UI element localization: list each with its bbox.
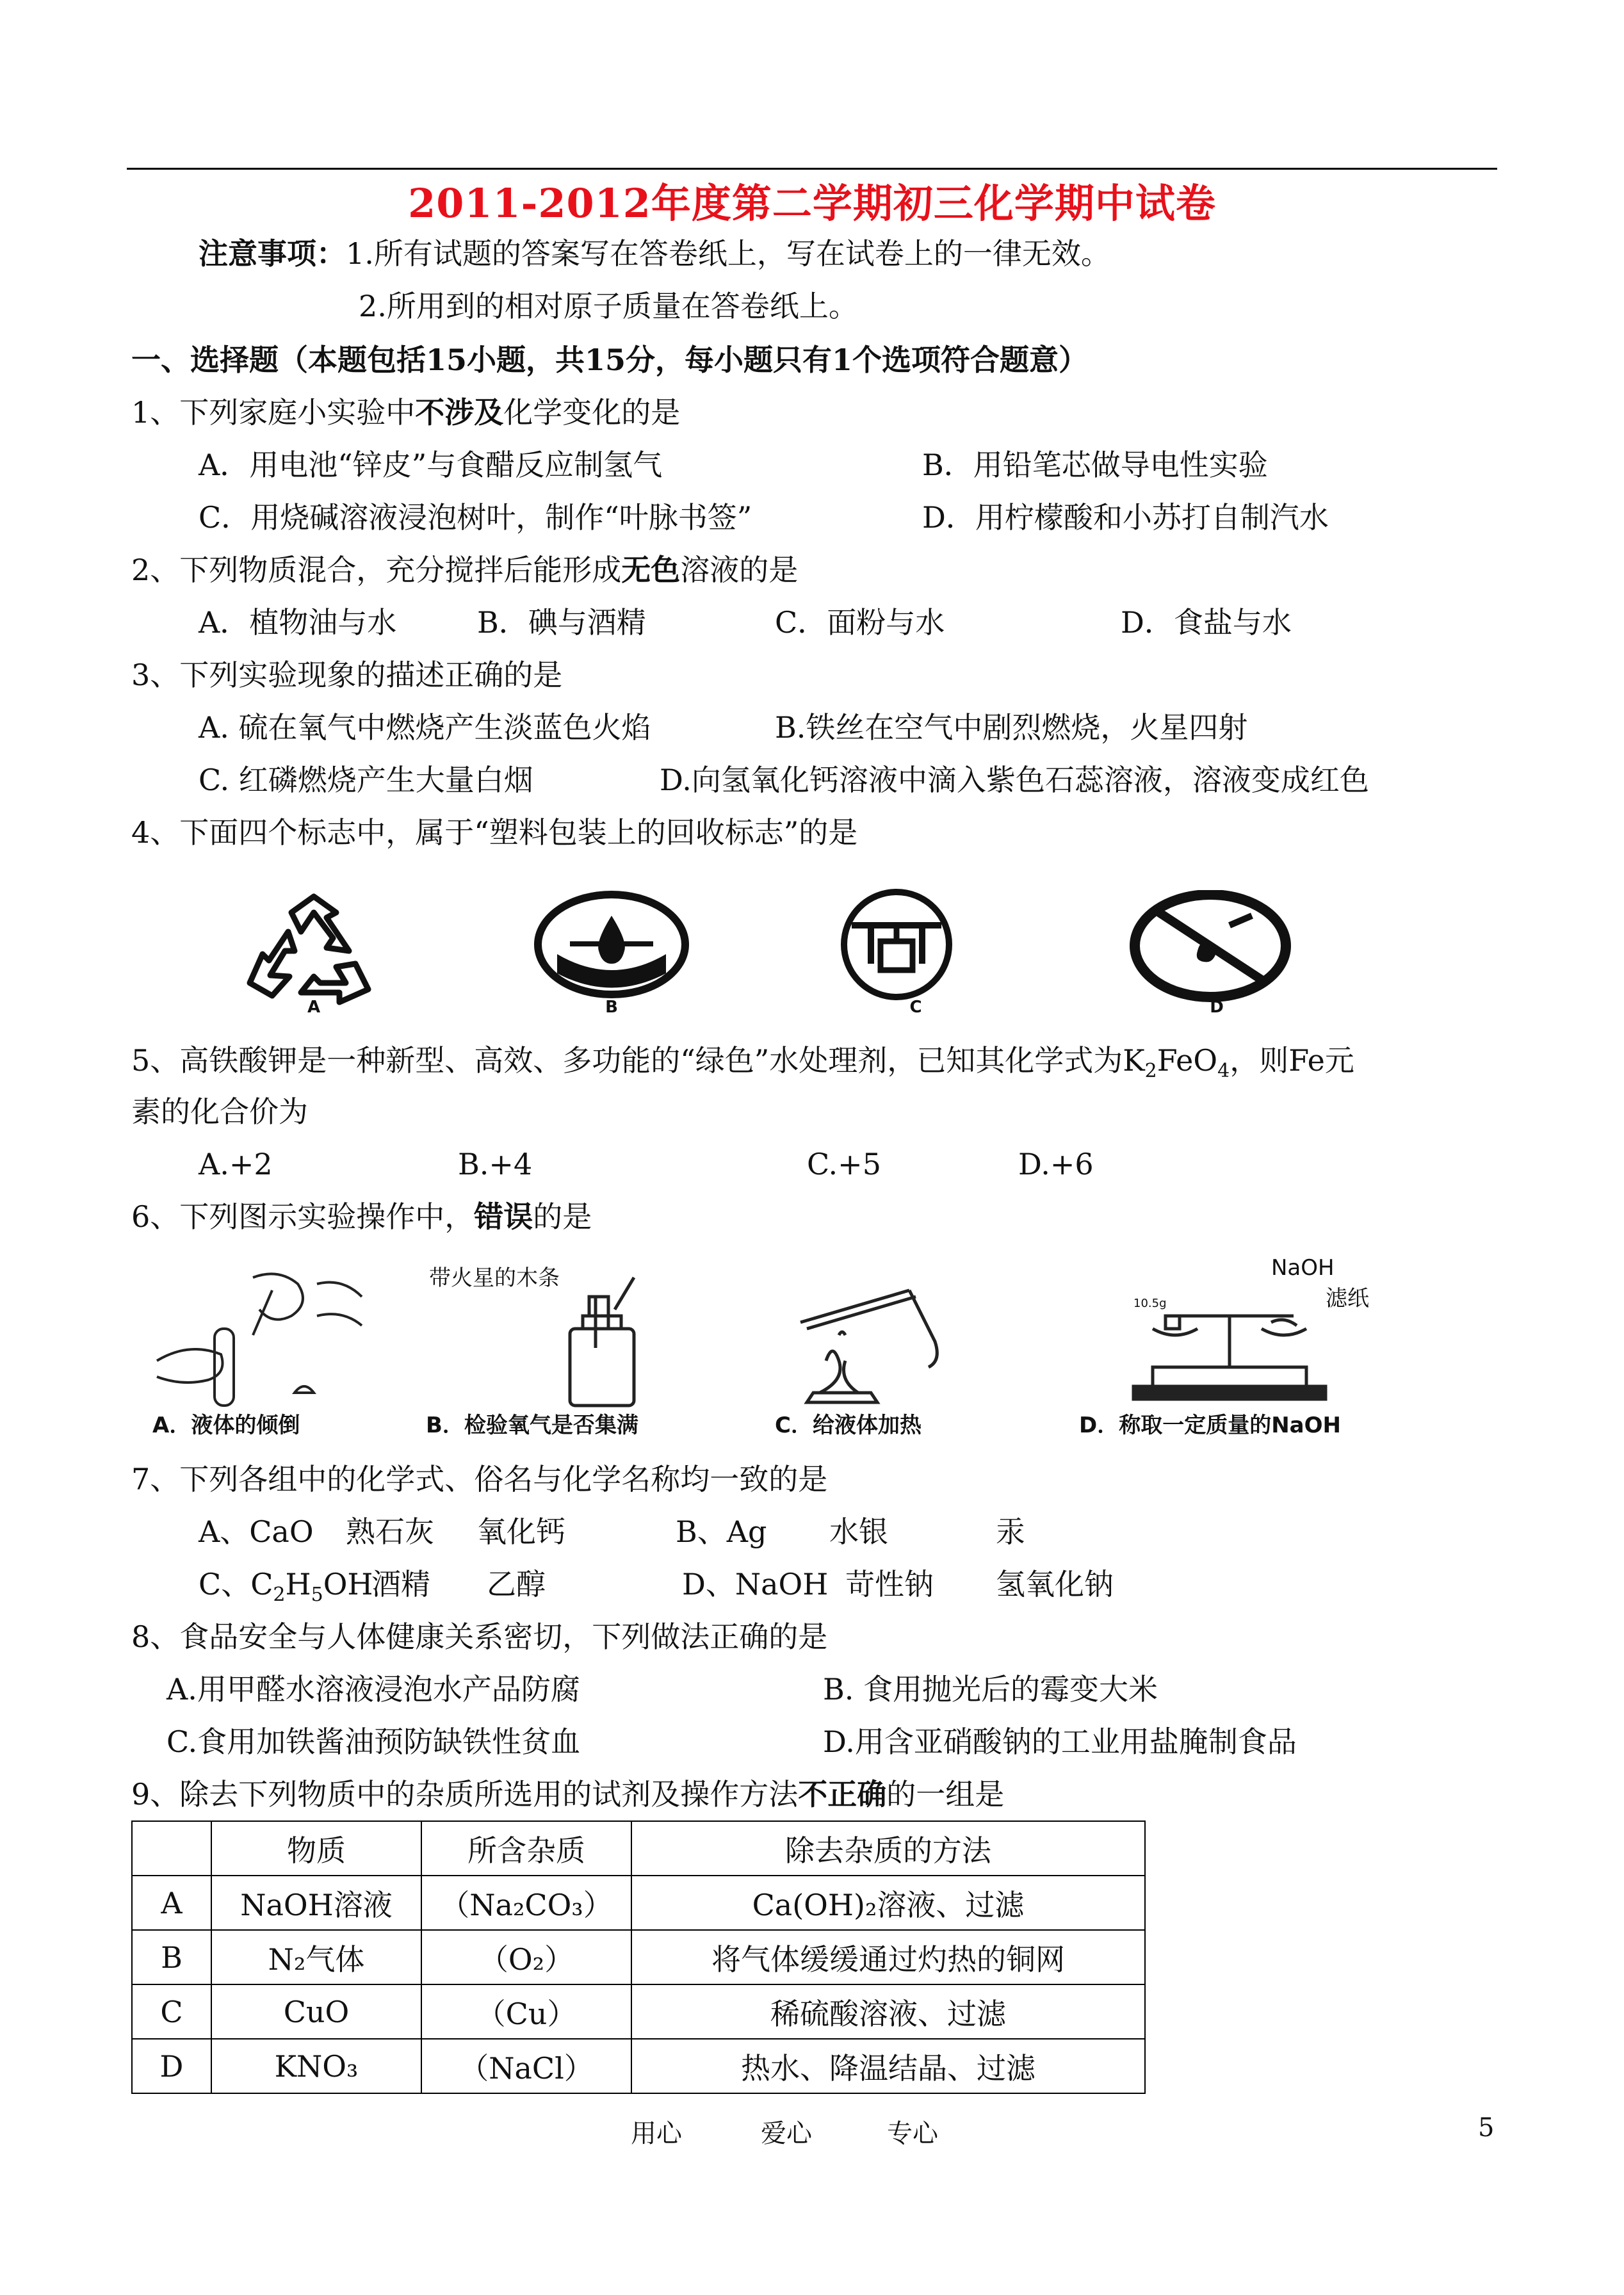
q7-option-b-formula[interactable]: B、Ag [676, 1514, 767, 1549]
table-header-row [132, 1821, 1145, 1876]
footer-word-1: 用心 [631, 2119, 682, 2148]
question-6-stem [131, 1197, 592, 1236]
question-4-stem: 4、下面四个标志中，属于“塑料包装上的回收标志”的是 [131, 815, 858, 850]
q5-stem-post: ，则Fe元 [1230, 1043, 1354, 1078]
q2-stem-pre: 2、下列物质混合，充分搅拌后能形成 [131, 553, 622, 587]
row-method: 稀硫酸溶液、过滤 [631, 1984, 1145, 2039]
question-5-stem-line-2: 素的化合价为 [131, 1094, 308, 1129]
row-method: 热水、降温结晶、过滤 [631, 2039, 1145, 2093]
q5-option-d[interactable]: D.+6 [1018, 1147, 1094, 1181]
page-number: 5 [1478, 2113, 1495, 2143]
figure-caption-a: A．液体的倾倒 [152, 1413, 300, 1438]
row-impurity: （Cu） [421, 1984, 631, 2039]
balance-scale-figure-icon[interactable] [1127, 1277, 1338, 1406]
row-key: A [132, 1876, 211, 1930]
no-smoking-symbol-icon[interactable] [1127, 890, 1294, 1002]
q7-option-c-common-name: 酒精 [371, 1567, 430, 1602]
q9-stem-bold: 不正确 [798, 1777, 887, 1812]
row-key: D [132, 2039, 211, 2093]
q5-option-b[interactable]: B.+4 [458, 1147, 533, 1181]
q2-option-a[interactable]: A．植物油与水 [199, 605, 397, 640]
q5-sub-1: 2 [1144, 1060, 1157, 1082]
symbol-label-d: D [1210, 998, 1224, 1017]
q2-option-b[interactable]: B．碘与酒精 [477, 605, 646, 640]
q5-option-c[interactable]: C.+5 [807, 1147, 881, 1181]
row-impurity: （Na₂CO₃） [421, 1876, 631, 1930]
q3-option-c[interactable]: C. 红磷燃烧产生大量白烟 [199, 763, 533, 797]
row-method: 将气体缓缓通过灼热的铜网 [631, 1930, 1145, 1984]
q7-option-c-formula[interactable] [199, 1565, 373, 1606]
liquid-heating-figure-icon[interactable] [781, 1265, 948, 1412]
q7-option-a-chemical-name: 氧化钙 [477, 1514, 565, 1549]
q6-stem-bold: 错误 [474, 1199, 533, 1234]
q7-option-a-formula[interactable]: A、CaO [199, 1514, 314, 1549]
q7-c-sub-2: 5 [311, 1584, 323, 1606]
q7-option-b-common-name: 水银 [829, 1514, 888, 1549]
q5-formula-mid: FeO [1157, 1043, 1218, 1078]
q2-stem-post: 溶液的是 [680, 553, 799, 587]
q3-option-d[interactable]: D.向氢氧化钙溶液中滴入紫色石蕊溶液，溶液变成红色 [660, 763, 1369, 797]
question-1-stem [131, 393, 680, 432]
glowing-splint-label: 带火星的木条 [429, 1265, 560, 1291]
q1-option-c[interactable]: C．用烧碱溶液浸泡树叶，制作“叶脉书签” [199, 500, 752, 535]
q9-stem-post: 的一组是 [886, 1777, 1005, 1812]
q7-option-b-chemical-name: 汞 [996, 1514, 1025, 1549]
q1-option-a[interactable]: A．用电池“锌皮”与食醋反应制氢气 [199, 448, 663, 482]
gb-mark-symbol-icon[interactable] [829, 887, 964, 1002]
question-3-stem: 3、下列实验现象的描述正确的是 [131, 658, 563, 692]
figure-caption-b: B．检验氧气是否集满 [426, 1413, 638, 1438]
symbol-label-c: C [909, 998, 922, 1017]
q7-option-d-formula[interactable]: D、NaOH [682, 1567, 829, 1602]
notes-label: 注意事项： [199, 236, 346, 271]
figure-caption-c: C．给液体加热 [775, 1413, 922, 1438]
table-header-cell: 物质 [211, 1821, 421, 1876]
q9-stem-pre: 9、除去下列物质中的杂质所选用的试剂及操作方法 [131, 1777, 799, 1812]
q5-stem-pre: 5、高铁酸钾是一种新型、高效、多功能的“绿色”水处理剂，已知其化学式为K [131, 1043, 1145, 1078]
q3-option-b[interactable]: B.铁丝在空气中剧烈燃烧，火星四射 [775, 710, 1248, 745]
filter-paper-label: 滤纸 [1326, 1286, 1369, 1311]
q8-option-a[interactable]: A.用甲醛水溶液浸泡水产品防腐 [166, 1672, 580, 1707]
symbol-label-b: B [605, 998, 618, 1017]
q7-c-formula-mid: H [285, 1567, 311, 1602]
q7-c-sub-1: 2 [273, 1584, 286, 1606]
figure-caption-d: D．称取一定质量的NaOH [1079, 1413, 1341, 1438]
q7-c-formula-pre: C、C [199, 1567, 273, 1602]
row-substance: KNO₃ [211, 2039, 421, 2093]
q2-option-d[interactable]: D．食盐与水 [1121, 605, 1292, 640]
footer-word-3: 专心 [887, 2119, 938, 2148]
notes-item-2: 2.所用到的相对原子质量在答卷纸上。 [359, 289, 858, 323]
table-row[interactable] [132, 1876, 1145, 1930]
row-substance: N₂气体 [211, 1930, 421, 1984]
naoh-label: NaOH [1271, 1255, 1335, 1281]
question-7-stem: 7、下列各组中的化学式、俗名与化学名称均一致的是 [131, 1462, 828, 1496]
water-drop-symbol-icon[interactable] [532, 890, 692, 1002]
table-row[interactable] [132, 2039, 1145, 2093]
page-title: 2011-2012年度第二学期初三化学期中试卷 [408, 180, 1216, 227]
q5-sub-2: 4 [1217, 1060, 1230, 1082]
q7-option-c-chemical-name: 乙醇 [487, 1567, 546, 1602]
oxygen-test-figure-icon[interactable] [544, 1271, 685, 1412]
q1-stem-pre: 1、下列家庭小实验中 [131, 395, 416, 430]
q2-stem-bold: 无色 [621, 553, 681, 587]
q7-option-d-chemical-name: 氢氧化钠 [996, 1567, 1114, 1602]
q8-option-c[interactable]: C.食用加铁酱油预防缺铁性贫血 [166, 1724, 581, 1759]
question-9-stem [131, 1775, 1004, 1813]
q6-stem-post: 的是 [533, 1199, 592, 1234]
table-header-cell [132, 1821, 211, 1876]
row-substance: NaOH溶液 [211, 1876, 421, 1930]
row-key: B [132, 1930, 211, 1984]
q1-option-b[interactable]: B．用铅笔芯做导电性实验 [922, 448, 1268, 482]
table-row[interactable] [132, 1984, 1145, 2039]
question-8-stem: 8、食品安全与人体健康关系密切，下列做法正确的是 [131, 1619, 828, 1654]
weight-label: 10.5g [1133, 1297, 1167, 1310]
notes-item-1: 1.所有试题的答案写在答卷纸上，写在试卷上的一律无效。 [346, 236, 1110, 271]
q1-option-d[interactable]: D．用柠檬酸和小苏打自制汽水 [922, 500, 1329, 535]
top-rule [127, 168, 1497, 170]
notes-line-1 [199, 234, 1110, 273]
recycle-symbol-icon[interactable] [231, 887, 397, 1015]
q1-stem-post: 化学变化的是 [503, 395, 681, 430]
table-header-cell: 除去杂质的方法 [631, 1821, 1145, 1876]
q3-option-a[interactable]: A. 硫在氧气中燃烧产生淡蓝色火焰 [199, 710, 651, 745]
row-impurity: （O₂） [421, 1930, 631, 1984]
q1-stem-bold: 不涉及 [415, 395, 504, 430]
q2-option-c[interactable]: C．面粉与水 [775, 605, 945, 640]
q6-stem-pre: 6、下列图示实验操作中， [131, 1199, 475, 1234]
q8-option-b[interactable]: B. 食用抛光后的霉变大米 [823, 1672, 1158, 1707]
q7-c-formula-post: OH [323, 1567, 373, 1602]
row-substance: CuO [211, 1984, 421, 2039]
impurity-removal-table [131, 1821, 1146, 2094]
question-2-stem [131, 551, 798, 589]
question-5-stem-line-1 [131, 1041, 1354, 1080]
table-row[interactable] [132, 1930, 1145, 1984]
symbol-label-a: A [307, 998, 321, 1017]
section-heading: 一、选择题（本题包括15小题，共15分，每小题只有1个选项符合题意） [131, 343, 1089, 377]
q8-option-d[interactable]: D.用含亚硝酸钠的工业用盐腌制食品 [823, 1724, 1297, 1759]
row-key: C [132, 1984, 211, 2039]
footer-word-2: 爱心 [761, 2119, 812, 2148]
q7-option-a-common-name: 熟石灰 [346, 1514, 434, 1549]
row-impurity: （NaCl） [421, 2039, 631, 2093]
liquid-pouring-figure-icon[interactable] [150, 1265, 368, 1412]
q5-option-a[interactable]: A.+2 [199, 1147, 273, 1181]
row-method: Ca(OH)₂溶液、过滤 [631, 1876, 1145, 1930]
q7-option-d-common-name: 苛性钠 [845, 1567, 934, 1602]
table-header-cell: 所含杂质 [421, 1821, 631, 1876]
